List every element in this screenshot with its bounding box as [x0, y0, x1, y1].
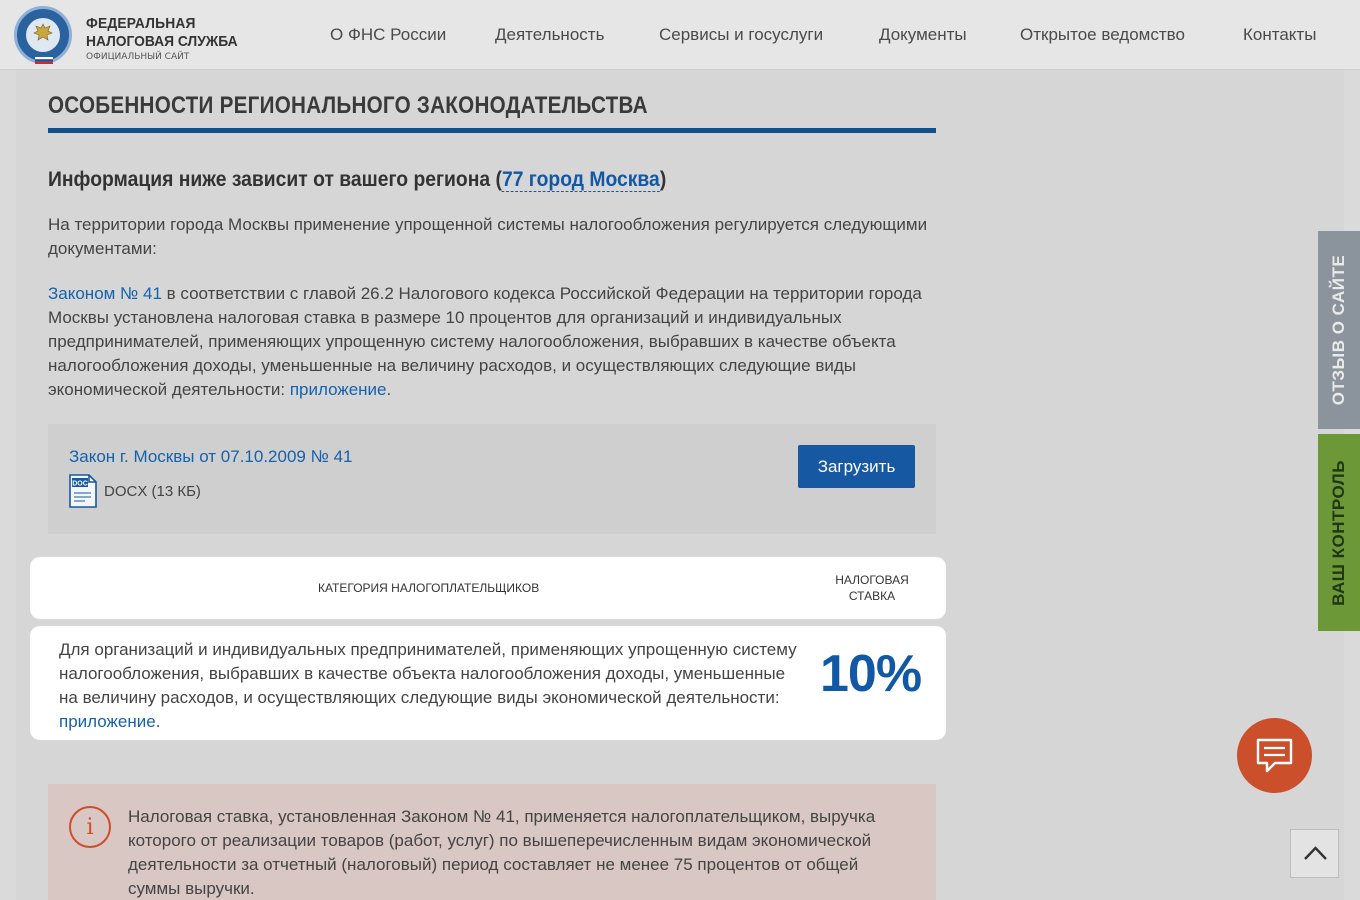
- rates-table-header: [30, 557, 946, 619]
- law-paragraph: [48, 282, 928, 402]
- row-appendix-link[interactable]: приложение: [59, 712, 156, 731]
- taxpayer-category-end: .: [155, 712, 161, 731]
- page-title: ОСОБЕННОСТИ РЕГИОНАЛЬНОГО ЗАКОНОДАТЕЛЬСТВА: [48, 92, 648, 119]
- nav-contacts[interactable]: Контакты: [1243, 25, 1317, 44]
- nav-documents[interactable]: Документы: [879, 25, 967, 44]
- title-underline: [48, 128, 936, 133]
- your-control-tab[interactable]: [1318, 434, 1360, 631]
- column-header-rate: НАЛОГОВАЯ СТАВКА: [835, 573, 909, 603]
- info-notice: [48, 784, 936, 900]
- brand-title-line2[interactable]: НАЛОГОВАЯ СЛУЖБА: [86, 33, 238, 50]
- doc-icon-label: DOC: [72, 480, 88, 488]
- download-button[interactable]: Загрузить: [798, 445, 915, 488]
- notice-text: Налоговая ставка, установленная Законом № 41, применяется налогоплательщиком, выручка которого от реализации товаров (работ, услуг) по вышеперечисленным видам экономической деятельности за отчетный (налоговый) период составляет не менее 75 процентов от общей суммы выручки.: [128, 807, 876, 898]
- appendix-link[interactable]: приложение: [289, 380, 387, 399]
- column-header-category: КАТЕГОРИЯ НАЛОГОПЛАТЕЛЬЩИКОВ: [318, 581, 540, 595]
- nav-services[interactable]: Сервисы и госуслуги: [659, 25, 824, 44]
- taxpayer-category-cell: [59, 638, 799, 734]
- chat-bubble-icon: [1256, 738, 1293, 774]
- nav-open-agency[interactable]: Открытое ведомство: [1020, 25, 1185, 44]
- nav-activity[interactable]: Деятельность: [495, 25, 605, 44]
- law-paragraph-end: .: [386, 380, 392, 399]
- brand-subtitle: ОФИЦИАЛЬНЫЙ САЙТ: [86, 52, 190, 62]
- your-control-tab-label: ВАШ КОНТРОЛЬ: [1329, 459, 1348, 606]
- brand-title-line1[interactable]: ФЕДЕРАЛЬНАЯ: [86, 15, 196, 32]
- feedback-tab-label: ОТЗЫВ О САЙТЕ: [1329, 254, 1348, 406]
- region-heading-prefix: Информация ниже зависит от вашего региона (: [48, 168, 502, 191]
- region-select-link[interactable]: 77 город Москва: [501, 168, 660, 191]
- feedback-tab[interactable]: [1318, 231, 1360, 429]
- info-icon: i: [69, 806, 111, 848]
- region-heading: [48, 168, 666, 192]
- scroll-to-top-button[interactable]: [1290, 829, 1339, 878]
- intro-paragraph: На территории города Москвы применение упрощенной системы налогообложения регулируется следующими документами:: [48, 215, 928, 258]
- tax-rate-value: 10%: [820, 645, 922, 703]
- law-paragraph-text: в соответствии с главой 26.2 Налогового кодекса Российской Федерации на территории города Москвы установлена налоговая ставка в размере 10 процентов для организаций и индивидуальных предпринимателей, применяющих упрощенную систему налогообложения, выбравших в качестве объекта налогообложения доходы, уменьшенные на величину расходов, и осуществляющих следующие виды экономической деятельности:: [48, 284, 922, 399]
- region-heading-suffix: ): [659, 168, 667, 191]
- taxpayer-category-text: Для организаций и индивидуальных предпринимателей, применяющих упрощенную систему налогообложения, выбравших в качестве объекта налогообложения доходы, уменьшенные на величину расходов, и осуществляющих следующие виды экономической деятельности:: [59, 640, 797, 707]
- table-row: [30, 626, 946, 740]
- document-meta: DOCX (13 КБ): [104, 483, 201, 500]
- eagle-icon: [32, 22, 54, 44]
- document-title-link[interactable]: Закон г. Москвы от 07.10.2009 № 41: [69, 447, 353, 466]
- document-download-block: [48, 424, 936, 534]
- flag-icon: [35, 57, 53, 64]
- fns-emblem-logo[interactable]: [14, 6, 72, 64]
- chat-button[interactable]: [1237, 718, 1312, 793]
- nav-about[interactable]: О ФНС России: [330, 25, 447, 44]
- doc-file-icon: [69, 474, 97, 508]
- chevron-up-icon: [1303, 844, 1328, 864]
- law-41-link[interactable]: Законом № 41: [48, 284, 162, 303]
- site-header: [0, 0, 1360, 70]
